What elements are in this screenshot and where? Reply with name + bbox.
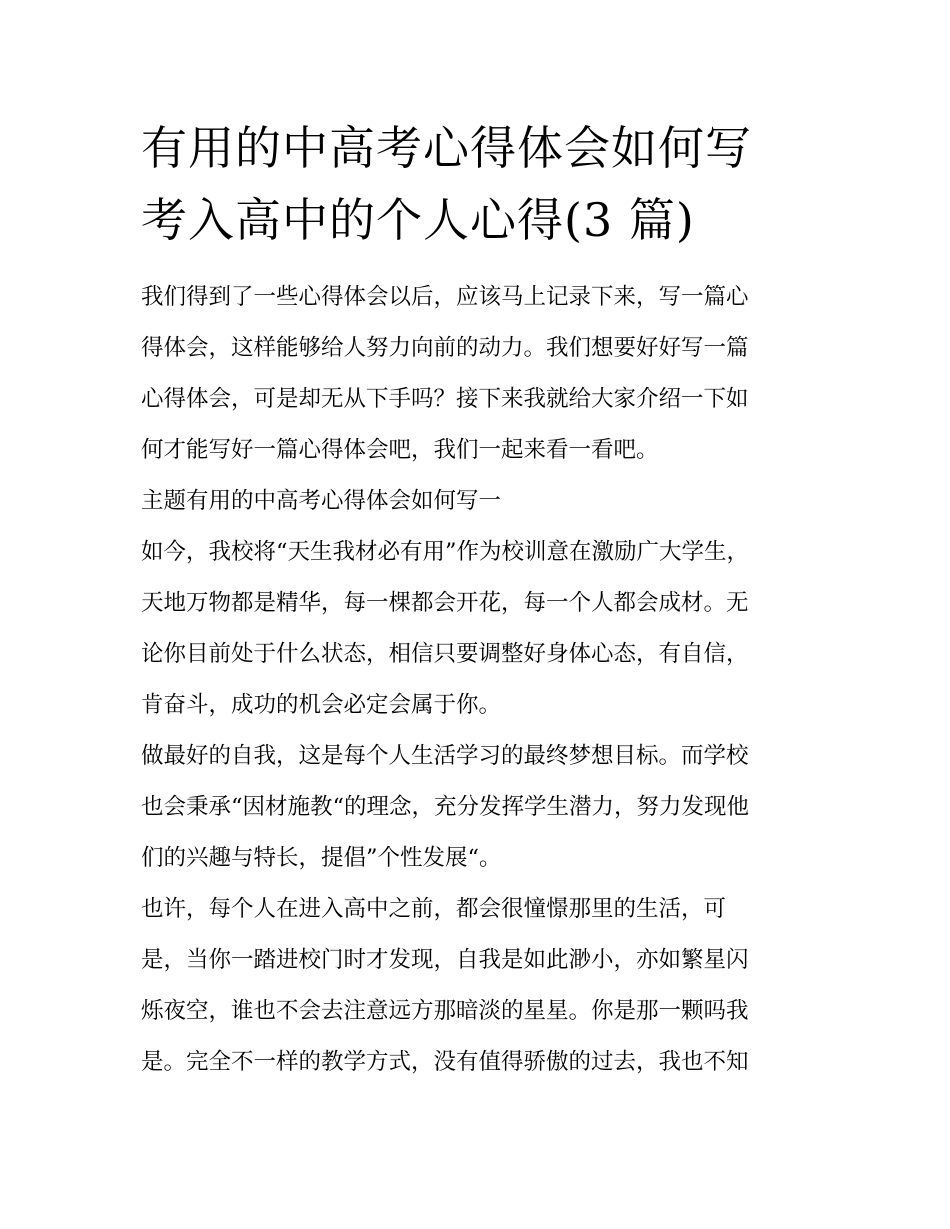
text-line: 做最好的自我，这是每个人生活学习的最终梦想目标。而学校 — [141, 743, 749, 769]
text-line: 也许，每个人在进入高中之前，都会很憧憬那里的生活，可 — [141, 896, 727, 922]
text-line: 是，当你一踏进校门时才发现，自我是如此渺小，亦如繁星闪 — [141, 947, 749, 973]
text-line: 如今，我校将“天生我材必有用”作为校训意在激励广大学生， — [141, 539, 750, 565]
section-heading — [141, 476, 821, 527]
text-line: 我们得到了一些心得体会以后，应该马上记录下来，写一篇心 — [141, 284, 749, 310]
body-paragraph — [141, 884, 821, 1088]
text-line: 主题有用的中高考心得体会如何写一 — [141, 488, 502, 514]
body-paragraph — [141, 527, 821, 731]
text-line: 肯奋斗，成功的机会必定会属于你。 — [141, 692, 502, 718]
text-line: 烁夜空，谁也不会去注意远方那暗淡的星星。你是那一颗吗我 — [141, 998, 749, 1024]
text-line: 也会秉承“因材施教“的理念，充分发挥学生潜力，努力发现他 — [141, 794, 750, 820]
text-line: 得体会，这样能够给人努力向前的动力。我们想要好好写一篇 — [141, 335, 749, 361]
text-line: 心得体会，可是却无从下手吗？接下来我就给大家介绍一下如 — [141, 386, 749, 412]
text-line: 何才能写好一篇心得体会吧，我们一起来看一看吧。 — [141, 437, 659, 463]
text-line: 是。完全不一样的教学方式，没有值得骄傲的过去，我也不知 — [141, 1049, 749, 1075]
title-line: 考入高中的个人心得(3 篇) — [141, 193, 695, 247]
title-line: 有用的中高考心得体会如何写 — [141, 121, 752, 175]
text-line: 论你目前处于什么状态，相信只要调整好身体心态，有自信， — [141, 641, 749, 667]
document-title — [141, 118, 821, 250]
body-paragraph — [141, 731, 821, 884]
intro-paragraph — [141, 272, 821, 476]
text-line: 们的兴趣与特长，提倡”个性发展“。 — [141, 845, 502, 871]
text-line: 天地万物都是精华，每一棵都会开花，每一个人都会成材。无 — [141, 590, 749, 616]
document-body — [141, 272, 821, 1088]
document-page — [141, 118, 821, 1088]
